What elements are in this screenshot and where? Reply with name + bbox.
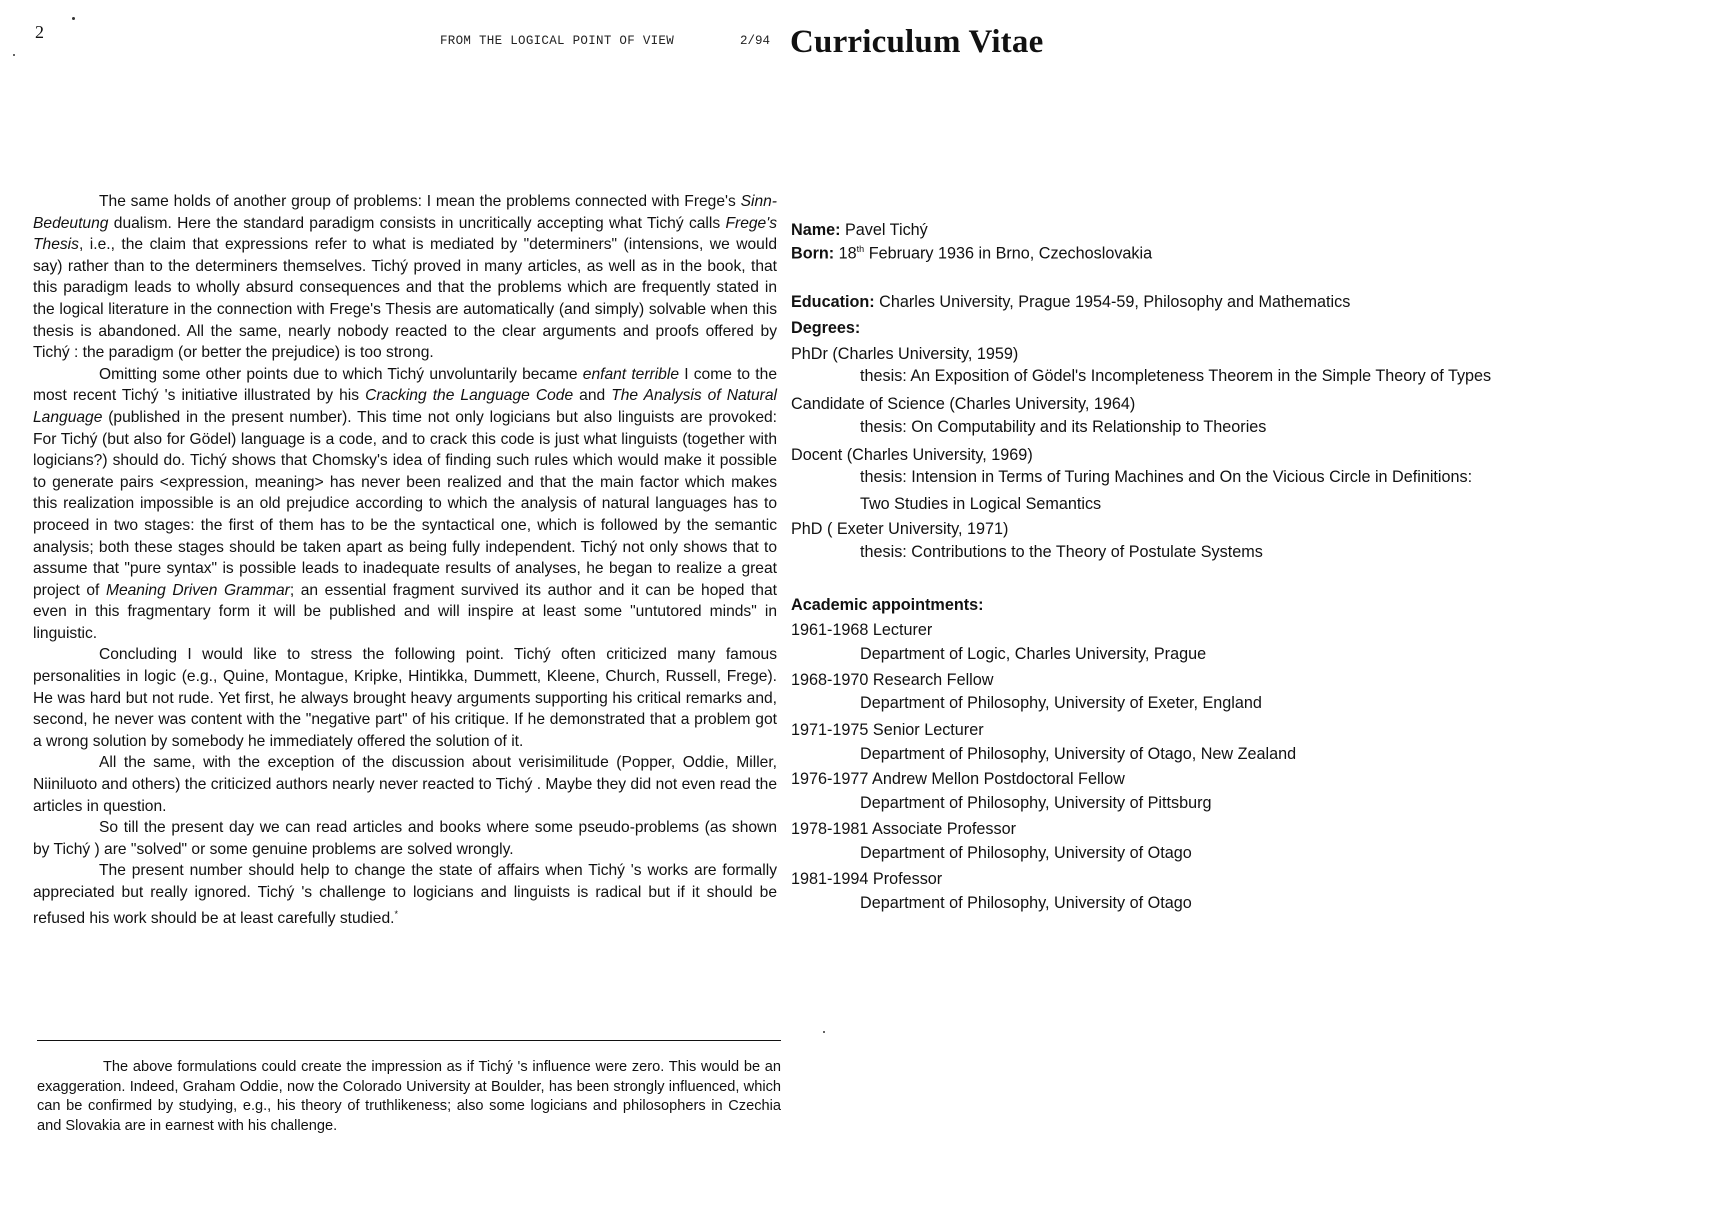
essay-italic: Cracking the Language Code: [365, 387, 574, 405]
cv-appointment-role: 1976-1977 Andrew Mellon Postdoctoral Fellow: [791, 770, 1125, 788]
cv-appointments-heading: Academic appointments:: [791, 596, 984, 614]
page-number: 2: [35, 22, 44, 42]
essay-paragraph: Concluding I would like to stress the following point. Tichý often criticized many famous personalities in logic (e.g., Quine, Montague, Kripke, Hintikka, Dummett, Kleene, Church, Russell, Frege). He was hard but not rude. Yet first, he always brought heavy arguments supporting his critical remarks and, second, he never was content with the "negative part" of his critique. If he demonstrated that a problem got a wrong solution by somebody he immediately offered the solution of it.: [33, 646, 777, 750]
essay-paragraph: All the same, with the exception of the discussion about verisimilitude (Popper, Oddie, Miller, Niiniluoto and others) the criticized authors nearly never reacted to Tichý . Maybe they did not even read the articles in question.: [33, 754, 777, 815]
essay-paragraph: [33, 191, 777, 364]
essay-text: dualism. Here the standard paradigm consists in uncritically accepting what Tichý calls: [108, 214, 726, 232]
cv-appointment-place: Department of Philosophy, University of Otago, New Zealand: [860, 745, 1297, 763]
essay-italic: enfant terrible: [582, 365, 679, 383]
cv-born-suffix: th: [856, 244, 865, 254]
cv-appointment-place: Department of Logic, Charles University, Prague: [860, 645, 1207, 663]
cv-born-day: 18: [838, 244, 857, 263]
essay-text: , i.e., the claim that expressions refer to what is mediated by "determiners" (intensions, we would say) rather than to the determiners themselves. Tichý proved in many articles, as well as in the book, that this paradigm leads to wholly absurd consequences and that the problems which are frequently stated in the logical literature in the connection with Frege's Thesis are automatically (and simply) solvable when this thesis is abandoned. All the same, nearly nobody reacted to the clear arguments and proofs offered by Tichý : the paradigm (or better the prejudice) is too strong.: [33, 236, 777, 362]
cv-born-value: February 1936 in Brno, Czechoslovakia: [868, 244, 1153, 263]
cv-appointment-place: Department of Philosophy, University of Otago: [860, 894, 1192, 912]
essay-text: Omitting some other points due to which Tichý unvoluntarily became: [99, 365, 583, 383]
cv-name-value: Pavel Tichý: [844, 221, 928, 239]
cv-appointment-role: 1968-1970 Research Fellow: [791, 671, 994, 689]
cv-degree-title: Candidate of Science (Charles University, 1964): [791, 395, 1136, 413]
cv-appointment-role: 1971-1975 Senior Lecturer: [791, 721, 984, 739]
essay-paragraph: So till the present day we can read articles and books where some pseudo-problems (as shown by Tichý ) are "solved" or some genuine problems are solved wrongly.: [33, 819, 777, 858]
cv-name: [791, 221, 928, 240]
page-title: Curriculum Vitae: [790, 24, 1044, 60]
cv-appointment-role: 1978-1981 Associate Professor: [791, 820, 1016, 838]
cv-degree-thesis: thesis: On Computability and its Relationship to Theories: [860, 418, 1267, 436]
cv-degree-title: Docent (Charles University, 1969): [791, 446, 1033, 464]
essay-text: and: [573, 387, 612, 405]
essay-paragraph: [33, 860, 777, 929]
cv-education-label: Education:: [791, 293, 875, 311]
footnote: The above formulations could create the impression as if Tichý 's influence were zero. This would be an exaggeration. Indeed, Graham Oddie, now the Colorado University at Boulder, has been strongly influenced, which can be confirmed by studying, e.g., his theory of truthlikeness; also some logicians and philosophers in Czechia and Slovakia are in earnest with his challenge.: [37, 1059, 781, 1134]
cv-appointment-place: Department of Philosophy, University of Otago: [860, 844, 1192, 862]
cv-appointment-place: Department of Philosophy, University of Pittsburg: [860, 794, 1212, 812]
cv-appointment-place: Department of Philosophy, University of Exeter, England: [860, 694, 1262, 712]
essay-text: ; an essential fragment survived its author and it can be hoped that even in this fragmentary form it will be published and will inspire at least some "untutored minds" in linguistic.: [33, 581, 777, 642]
cv-degree-thesis: thesis: An Exposition of Gödel's Incompleteness Theorem in the Simple Theory of Types: [860, 367, 1492, 385]
running-head: FROM THE LOGICAL POINT OF VIEW: [440, 34, 675, 48]
essay-text: The same holds of another group of problems: I mean the problems connected with Frege's: [99, 193, 741, 210]
cv-degree-title: PhDr (Charles University, 1959): [791, 345, 1019, 363]
essay-text: I come to the most recent Tichý 's initiative illustrated by his: [33, 365, 777, 405]
cv-degree-thesis: thesis: Intension in Terms of Turing Machines and On the Vicious Circle in Definitions:: [860, 468, 1473, 486]
essay-italic: The Analysis of Natural Language: [33, 387, 777, 426]
cv-education: [791, 293, 1350, 312]
essay-body: [33, 191, 777, 929]
footnote-divider: [37, 1040, 781, 1041]
essay-paragraph: [33, 364, 777, 645]
essay-italic: Sinn-Bedeutung: [33, 193, 777, 232]
essay-text: (published in the present number). This time not only logicians but also linguists are provoked: For Tichý (but also for Gödel) language is a code, and to crack this code is just what linguists (together with logicians?) should do. Tichý shows that Chomsky's idea of finding such rules which would make it possible to generate pairs <expression, meaning> has never been realized and that the main factor which makes this realization impossible is an old prejudice according to which the analysis of natural languages has to proceed in two stages: the first of them has to be the syntactical one, which is followed by the semantic analysis; both these stages should be taken apart as being fully independent. Tichý not only shows that to assume that "pure syntax" is possible leads to inadequate results of analyses, he began to realize a great project of: [33, 408, 777, 599]
essay-italic: Meaning Driven Grammar: [105, 581, 290, 599]
cv-degree-title: PhD ( Exeter University, 1971): [791, 520, 1009, 538]
essay-italic: Frege's Thesis: [33, 214, 777, 254]
cv-appointment-role: 1981-1994 Professor: [791, 870, 943, 888]
cv-name-label: Name:: [791, 221, 841, 239]
cv-born-label: Born:: [791, 244, 835, 263]
essay-text: The present number should help to change the state of affairs when Tichý 's works are formally appreciated but really ignored. Tichý 's challenge to logicians and linguists is radical but if it should be refused his work should be at least carefully studied.: [33, 862, 777, 927]
cv-appointment-role: 1961-1968 Lecturer: [791, 621, 933, 639]
scan-speck: [13, 54, 15, 56]
cv-degree-thesis: Two Studies in Logical Semantics: [860, 495, 1102, 513]
footnote-marker: *: [394, 908, 398, 919]
scan-speck: [72, 17, 75, 20]
scan-speck: [823, 1031, 825, 1033]
cv-education-value: Charles University, Prague 1954-59, Philosophy and Mathematics: [879, 293, 1351, 311]
cv-degree-thesis: thesis: Contributions to the Theory of Postulate Systems: [860, 543, 1263, 561]
cv-born: [791, 244, 1152, 263]
issue-code: 2/94: [740, 34, 771, 48]
cv-degrees-heading: Degrees:: [791, 319, 861, 337]
